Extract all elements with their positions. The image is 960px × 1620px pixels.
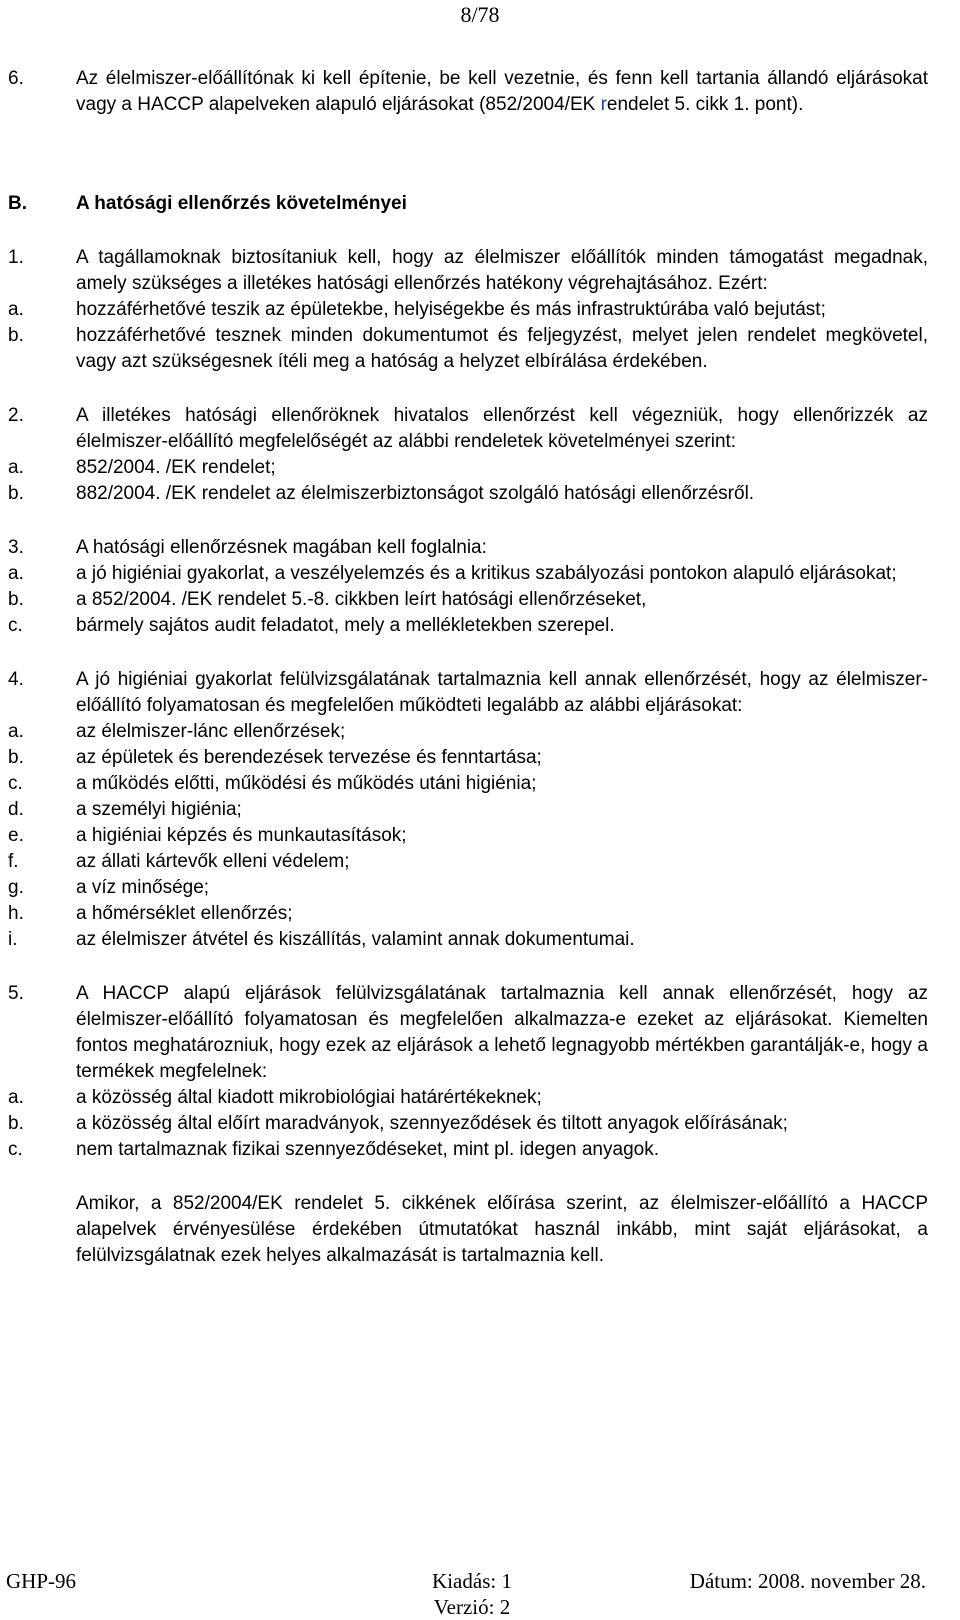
item-marker: c. xyxy=(8,615,23,636)
list-item xyxy=(8,927,928,953)
list-item xyxy=(8,481,928,507)
item-marker: h. xyxy=(8,903,24,924)
item-number: 2. xyxy=(8,405,24,426)
list-item xyxy=(8,823,928,849)
paragraph-2 xyxy=(8,403,928,455)
item-text: hozzáférhetővé tesznek minden dokumentumot és feljegyzést, melyet jelen rendelet megkövetel, vagy azt szükségesnek ítéli meg a hatóság a helyzet elbírálása érdekében. xyxy=(76,325,928,372)
edition-version xyxy=(418,1568,526,1620)
item-text: a közösség által előírt maradványok, szennyeződések és tiltott anyagok előírásának; xyxy=(76,1113,788,1134)
list-item xyxy=(8,613,928,639)
list-item xyxy=(8,323,928,375)
item-text: A illetékes hatósági ellenőröknek hivatalos ellenőrzést kell végezniük, hogy ellenőrizzék az élelmiszer-előállító megfelelőségét az alábbi rendeletek követelményei szerint: xyxy=(76,405,928,452)
section-title: A hatósági ellenőrzés követelményei xyxy=(76,193,407,214)
item-text: a higiéniai képzés és munkautasítások; xyxy=(76,825,407,846)
section-letter: B. xyxy=(8,193,27,214)
list-item xyxy=(8,745,928,771)
item-text: a közösség által kiadott mikrobiológiai határértékeknek; xyxy=(76,1087,542,1108)
closing-paragraph: Amikor, a 852/2004/EK rendelet 5. cikkének előírása szerint, az élelmiszer-előállító a HACCP alapelvek érvényesülése érdekében útmutatókat használ inkább, mint saját eljárásokat, a felülvizsgálatnak ezek helyes alkalmazását is tartalmaznia kell. xyxy=(76,1193,928,1266)
list-item xyxy=(8,1111,928,1137)
item-text: A tagállamoknak biztosítaniuk kell, hogy az élelmiszer előállítók minden támogatást megadnak, amely szükséges a illetékes hatósági ellenőrzés hatékony végrehajtásához. Ezért: xyxy=(76,247,928,294)
item-marker: c. xyxy=(8,1139,23,1160)
list-item xyxy=(8,771,928,797)
section-a6 xyxy=(8,66,928,118)
paragraph-3 xyxy=(8,535,928,561)
list-item xyxy=(8,1137,928,1163)
item-number: 3. xyxy=(8,537,24,558)
paragraph-4 xyxy=(8,667,928,719)
item-text: A HACCP alapú eljárások felülvizsgálatának tartalmaznia kell annak ellenőrzését, hogy az élelmiszer-előállító folyamatosan és megfelelően alkalmazza-e ezeket az eljárásokat. Kiemelten fontos meghatározniuk, hogy ezek az eljárások a lehető legnagyobb mértékben garantálják-e, hogy a termékek megfelelnek: xyxy=(76,983,928,1082)
list-item xyxy=(8,849,928,875)
item-marker: b. xyxy=(8,589,24,610)
item-marker: c. xyxy=(8,773,23,794)
item-text: a víz minősége; xyxy=(76,877,210,898)
item-marker: b. xyxy=(8,1113,24,1134)
item-marker: b. xyxy=(8,483,24,504)
item-text: nem tartalmaznak fizikai szennyeződéseket, mint pl. idegen anyagok. xyxy=(76,1139,659,1160)
item-number: 6. xyxy=(8,68,24,89)
item-text: az állati kártevők elleni védelem; xyxy=(76,851,350,872)
item-text: A hatósági ellenőrzésnek magában kell foglalnia: xyxy=(76,537,487,558)
item-text: a hőmérséklet ellenőrzés; xyxy=(76,903,293,924)
list-item xyxy=(8,901,928,927)
paragraph-1 xyxy=(8,245,928,297)
item-marker: a. xyxy=(8,457,24,478)
item-marker: b. xyxy=(8,325,24,346)
item-text: az élelmiszer-lánc ellenőrzések; xyxy=(76,721,346,742)
item-marker: d. xyxy=(8,799,24,820)
item-text: az épületek és berendezések tervezése és fenntartása; xyxy=(76,747,542,768)
item-text: hozzáférhetővé teszik az épületekbe, helyiségekbe és más infrastruktúrába való bejutást; xyxy=(76,299,826,320)
item-text: a személyi higiénia; xyxy=(76,799,242,820)
item-marker: a. xyxy=(8,1087,24,1108)
document-body xyxy=(8,66,928,1269)
page-number: 8/78 xyxy=(460,2,500,27)
item-marker: b. xyxy=(8,747,24,768)
list-item xyxy=(8,875,928,901)
item-marker: g. xyxy=(8,877,24,898)
item-marker: a. xyxy=(8,721,24,742)
item-marker: e. xyxy=(8,825,24,846)
item-marker: a. xyxy=(8,563,24,584)
item-text: 852/2004. /EK rendelet; xyxy=(76,457,276,478)
document-date: Dátum: 2008. november 28. xyxy=(689,1569,926,1593)
item-number: 5. xyxy=(8,983,24,1004)
list-item xyxy=(8,1085,928,1111)
list-item xyxy=(8,561,928,587)
item-marker: i. xyxy=(8,929,18,950)
section-heading-b xyxy=(8,191,928,217)
document-code: GHP-96 xyxy=(6,1569,77,1593)
list-item xyxy=(8,587,928,613)
item-text: 882/2004. /EK rendelet az élelmiszerbiztonságot szolgáló hatósági ellenőrzésről. xyxy=(76,483,755,504)
list-item xyxy=(8,455,928,481)
item-text: A jó higiéniai gyakorlat felülvizsgálatának tartalmaznia kell annak ellenőrzését, hogy az élelmiszer-előállító folyamatosan és megfelelően működteti legalább az alábbi eljárásokat: xyxy=(76,669,928,716)
list-item xyxy=(8,797,928,823)
item-text: a jó higiéniai gyakorlat, a veszélyelemzés és a kritikus szabályozási pontokon alapuló eljárásokat; xyxy=(76,563,897,584)
paragraph-5 xyxy=(8,981,928,1085)
item-number: 1. xyxy=(8,247,24,268)
list-item xyxy=(8,719,928,745)
item-number: 4. xyxy=(8,669,24,690)
item-text: az élelmiszer átvétel és kiszállítás, valamint annak dokumentumai. xyxy=(76,929,635,950)
item-text: a 852/2004. /EK rendelet 5.-8. cikkben leírt hatósági ellenőrzéseket, xyxy=(76,589,647,610)
item-marker: a. xyxy=(8,299,24,320)
list-item xyxy=(8,297,928,323)
item-marker: f. xyxy=(8,851,19,872)
edition: Kiadás: 1 xyxy=(432,1569,512,1593)
item-text: a működés előtti, működési és működés utáni higiénia; xyxy=(76,773,537,794)
item-text: bármely sajátos audit feladatot, mely a mellékletekben szerepel. xyxy=(76,615,615,636)
version: Verzió: 2 xyxy=(433,1595,511,1619)
item-text: Az élelmiszer-előállítónak ki kell építenie, be kell vezetnie, és fenn kell tartania állandó eljárásokat vagy a HACCP alapelveken alapuló eljárásokat (852/2004/EK rendelet 5. cikk 1. pont). xyxy=(76,68,928,115)
